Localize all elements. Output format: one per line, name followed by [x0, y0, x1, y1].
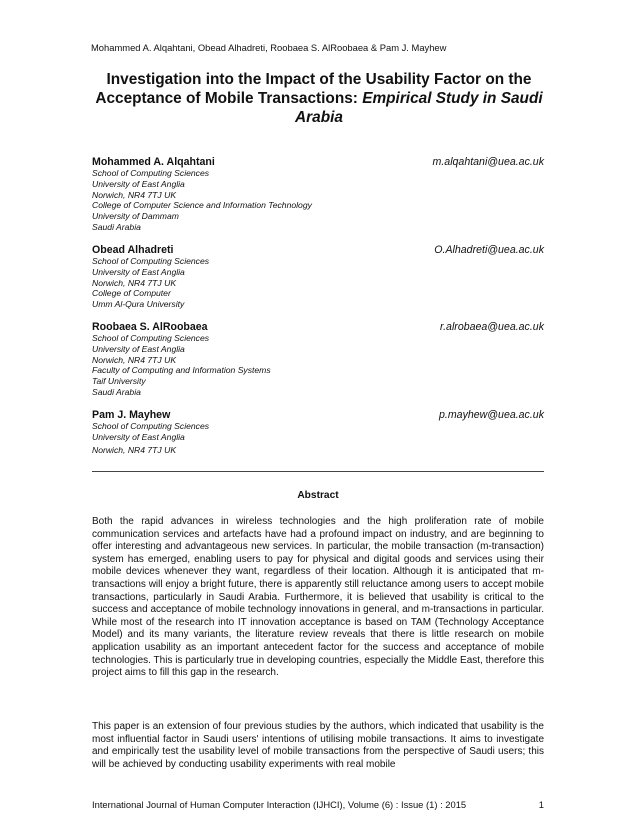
affiliation-line: Saudi Arabia [92, 386, 141, 397]
affiliation-line: Norwich, NR4 7TJ UK [92, 189, 177, 200]
affiliation-line: Norwich, NR4 7TJ UK [92, 444, 177, 455]
running-head: Mohammed A. Alqahtani, Obead Alhadreti, Roobaea S. AlRoobaea & Pam J. Mayhew [91, 42, 447, 53]
author-email: O.Alhadreti@uea.ac.uk [434, 244, 544, 256]
affiliation-line: University of East Anglia [92, 431, 185, 442]
affiliation-line: School of Computing Sciences [92, 421, 210, 431]
affiliation-line: University of Dammam [92, 211, 179, 222]
affiliation-line: University of East Anglia [92, 178, 185, 189]
abstract-paragraph: This paper is an extension of four previous studies by the authors, which indicated that usability is the most influential factor in Saudi users' intentions of utilising mobile transactions. It aims to investigate and empirically test the usability level of mobile transactions from the perspective of Saudi users; this will be achieved by conducting usability experiments with real mobile [92, 721, 544, 770]
abstract-heading: Abstract [297, 490, 339, 501]
author-name: Pam J. Mayhew [92, 409, 171, 421]
journal-citation: International Journal of Human Computer Interaction (IJHCI), Volume (6) : Issue (1) : 2015 [92, 799, 467, 810]
affiliation-line: Saudi Arabia [92, 221, 141, 232]
affiliation-line: College of Computer Science and Information Technology [92, 200, 312, 211]
author-name: Obead Alhadreti [92, 244, 174, 256]
affiliation-line: School of Computing Sciences [92, 256, 210, 266]
title-main: Investigation into the Impact of the Usability Factor on the Acceptance of Mobile Transactions: [95, 71, 532, 107]
author-name: Roobaea S. AlRoobaea [92, 321, 208, 333]
title-italic: Empirical Study in Saudi Arabia [295, 90, 543, 126]
affiliation-line: College of Computer [92, 288, 171, 299]
paper-title [92, 70, 546, 127]
divider [92, 471, 544, 472]
abstract-paragraph: Both the rapid advances in wireless technologies and the high proliferation rate of mobile communication services and artefacts have had a profound impact on industry, and are beginning to offer interesting and advantageous new services. In particular, the mobile transaction (m-transaction) system has emerged, enabling users to pay for physical and digital goods and services using their mobile devices whenever they want, regardless of their location. Although it is anticipated that m-transactions will enjoy a bright future, there is apparently still reluctance among users to accept mobile transactions, particularly in Saudi Arabia. Furthermore, it is believed that usability is critical to the success and acceptance of mobile technology innovations in general, and m-transactions in particular. While most of the research into IT innovation acceptance is based on TAM (Technology Acceptance Model) and its many variants, the literature review reveals that there is little research on mobile application usability as an important antecedent factor for the success and acceptance of mobile technologies. This is particularly true in developing countries, especially the Middle East, therefore this project aims to fill this gap in the research. [92, 516, 544, 679]
affiliation-line: University of East Anglia [92, 343, 185, 354]
affiliation-line: Norwich, NR4 7TJ UK [92, 354, 177, 365]
author-block [92, 156, 544, 233]
affiliation-line: University of East Anglia [92, 266, 185, 277]
author-email: p.mayhew@uea.ac.uk [439, 409, 544, 421]
affiliation-line: Umm Al-Qura University [92, 299, 185, 310]
affiliation-line: School of Computing Sciences [92, 168, 210, 178]
author-block [92, 321, 544, 398]
page-footer [92, 799, 544, 810]
affiliation-line: School of Computing Sciences [92, 333, 210, 343]
page-number: 1 [538, 799, 544, 810]
affiliation-line: Faculty of Computing and Information Systems [92, 365, 271, 376]
affiliation-line: Norwich, NR4 7TJ UK [92, 277, 177, 288]
author-block [92, 244, 544, 310]
author-block [92, 409, 544, 455]
author-email: m.alqahtani@uea.ac.uk [432, 156, 544, 168]
author-name: Mohammed A. Alqahtani [92, 156, 215, 168]
affiliation-line: Taif University [92, 376, 146, 387]
author-email: r.alrobaea@uea.ac.uk [439, 321, 544, 333]
